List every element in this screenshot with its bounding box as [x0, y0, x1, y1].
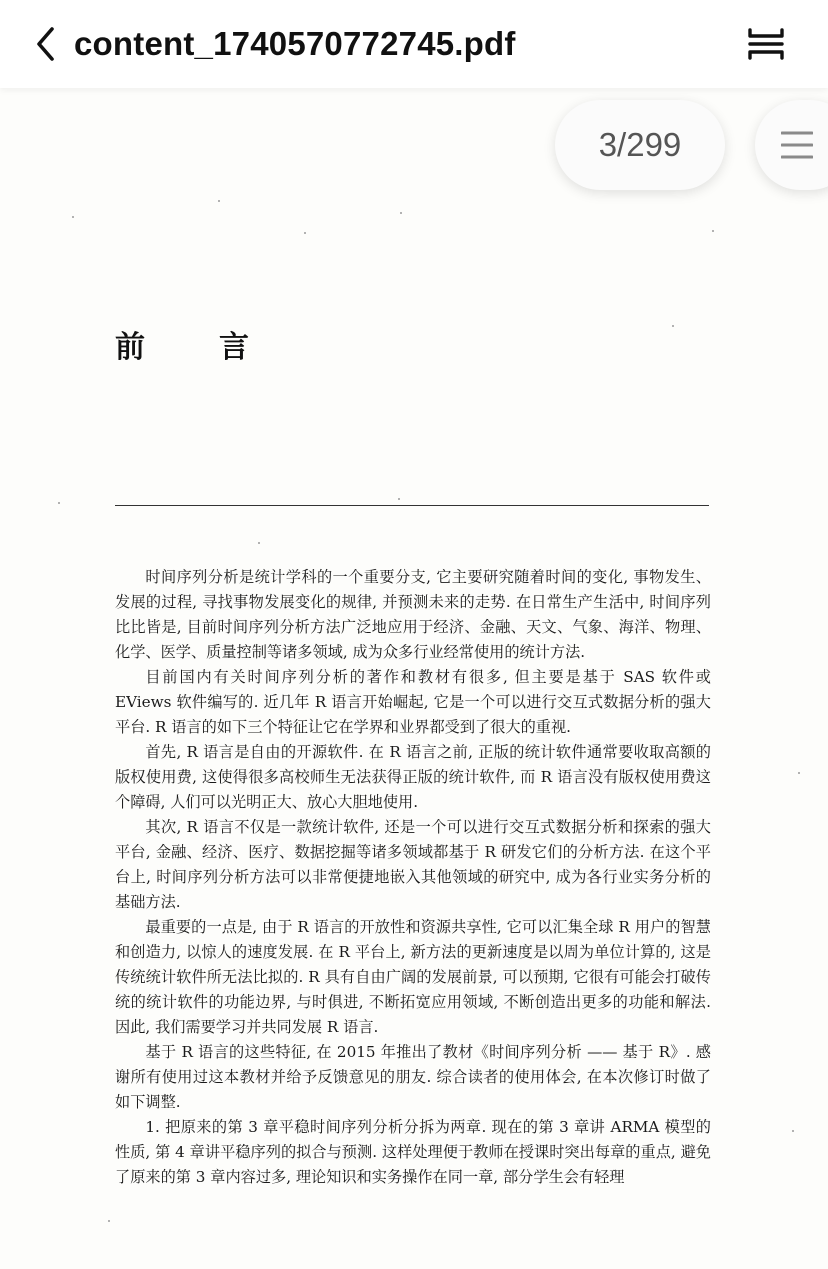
scan-speck: [712, 230, 714, 232]
scan-speck: [258, 542, 260, 544]
scan-speck: [218, 200, 220, 202]
scan-speck: [672, 325, 674, 327]
paragraph: 目前国内有关时间序列分析的著作和教材有很多, 但主要是基于 SAS 软件或 EViews 软件编写的. 近几年 R 语言开始崛起, 它是一个可以进行交互式数据分析的强大平台. R 语言的如下三个特征让它在学界和业界都受到了很大的重视.: [115, 668, 711, 736]
document-body: [115, 565, 711, 1190]
chapter-title: 前 言: [115, 330, 271, 365]
paragraph: 最重要的一点是, 由于 R 语言的开放性和资源共享性, 它可以汇集全球 R 用户的智慧和创造力, 以惊人的速度发展. 在 R 平台上, 新方法的更新速度是以周为单位计算的, 这是传统统计软件所无法比拟的. R 具有自由广阔的发展前景, 可以预期, 它很有可能会打破传统的统计软件的功能边界, 与时俱进, 不断拓宽应用领域, 不断创造出更多的功能和解法. 因此, 我们需要学习并共同发展 R 语言.: [115, 918, 711, 1036]
page-layout-icon: [746, 26, 786, 62]
scan-speck: [108, 1220, 110, 1222]
chevron-left-icon: [34, 26, 58, 62]
top-app-bar: [0, 0, 828, 88]
scan-speck: [798, 772, 800, 774]
paragraph: 其次, R 语言不仅是一款统计软件, 还是一个可以进行交互式数据分析和探索的强大平台, 金融、经济、医疗、数据挖掘等诸多领域都基于 R 研发它们的分析方法. 在这个平台上, 时间序列分析方法可以非常便捷地嵌入其他领域的研究中, 成为各行业实务分析的基础方法.: [115, 818, 711, 911]
page-number-text: 3/299: [598, 126, 682, 163]
page-layout-button[interactable]: [742, 22, 790, 66]
paragraph: 首先, R 语言是自由的开源软件. 在 R 语言之前, 正版的统计软件通常要收取高额的版权使用费, 这使得很多高校师生无法获得正版的统计软件, 而 R 语言没有版权使用费这个障碍, 人们可以光明正大、放心大胆地使用.: [115, 743, 711, 811]
scan-speck: [792, 1130, 794, 1132]
title-divider: [115, 505, 709, 506]
back-button[interactable]: [28, 22, 64, 66]
scan-speck: [72, 216, 74, 218]
hamburger-menu-icon: [781, 130, 813, 160]
scan-speck: [304, 232, 306, 234]
scan-speck: [58, 502, 60, 504]
scan-speck: [400, 212, 402, 214]
paragraph: 时间序列分析是统计学科的一个重要分支, 它主要研究随着时间的变化, 事物发生、发展的过程, 寻找事物发展变化的规律, 并预测未来的走势. 在日常生产生活中, 时间序列比比皆是, 目前时间序列分析方法广泛地应用于经济、金融、天文、气象、海洋、物理、化学、医学、质量控制等诸多领域, 成为众多行业经常使用的统计方法.: [115, 568, 711, 661]
paragraph: 基于 R 语言的这些特征, 在 2015 年推出了教材《时间序列分析 —— 基于 R》. 感谢所有使用过这本教材并给予反馈意见的朋友. 综合读者的使用体会, 在本次修订时做了如下调整.: [115, 1043, 711, 1111]
file-name-title: content_1740570772745.pdf: [74, 25, 516, 62]
page-number-indicator[interactable]: [555, 100, 725, 190]
paragraph: 1. 把原来的第 3 章平稳时间序列分析分拆为两章. 现在的第 3 章讲 ARMA 模型的性质, 第 4 章讲平稳序列的拟合与预测. 这样处理便于教师在授课时突出每章的重点, 避免了原来的第 3 章内容过多, 理论知识和实务操作在同一章, 部分学生会有轻理: [115, 1118, 711, 1186]
scan-speck: [398, 498, 400, 500]
